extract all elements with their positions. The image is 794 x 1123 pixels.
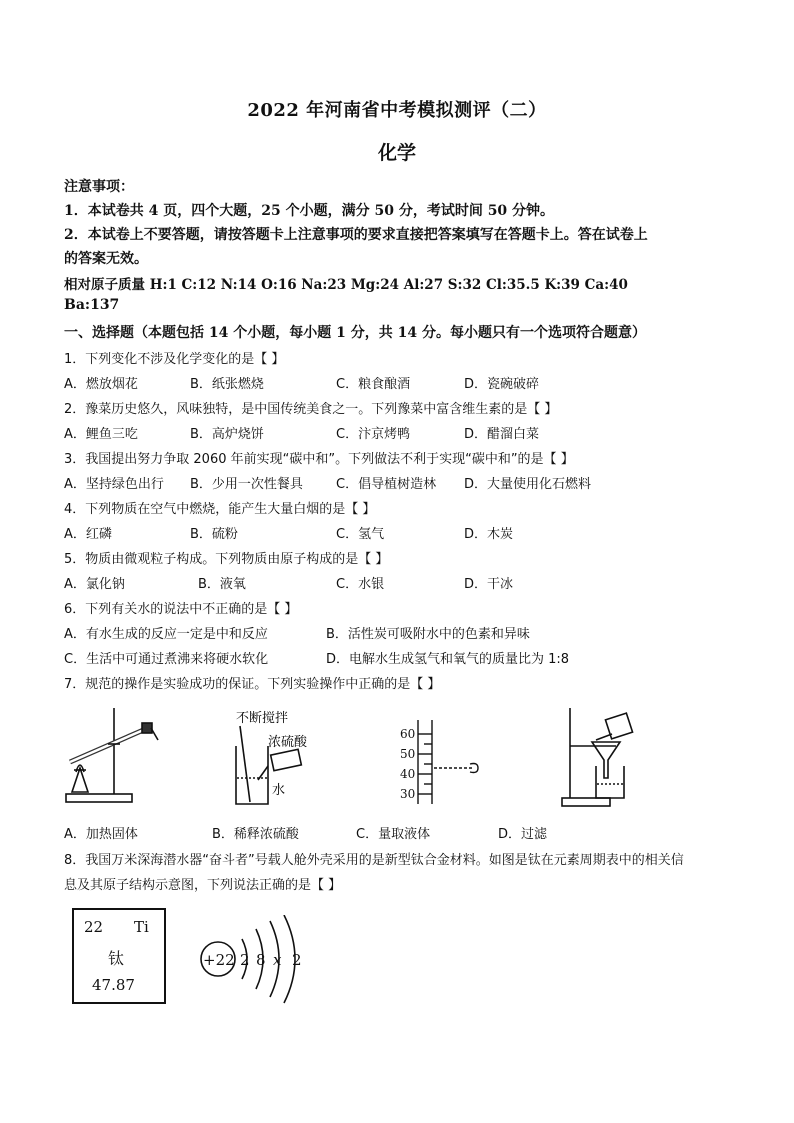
- question-options: [64, 648, 744, 666]
- atomic-number: 22: [84, 918, 104, 936]
- nucleus-charge: +22: [203, 951, 235, 969]
- option-d: D．干冰: [464, 577, 514, 592]
- option-c: C．量取液体: [356, 827, 431, 842]
- question-options: [64, 423, 744, 441]
- water-label: 水: [272, 783, 286, 798]
- option-c: C．水银: [336, 577, 385, 592]
- atomic-mass-line-cont: Ba:137: [64, 297, 120, 313]
- option-c: C．氢气: [336, 527, 385, 542]
- shell-electrons: 2: [292, 951, 302, 969]
- tick-label: 40: [400, 767, 416, 781]
- question-stem: 2．豫菜历史悠久，风味独特，是中国传统美食之一。下列豫菜中富含维生素的是【 】: [64, 402, 558, 417]
- tick-label: 30: [400, 787, 416, 801]
- atomic-mass: 47.87: [92, 976, 135, 994]
- tick-label: 60: [400, 727, 416, 741]
- question-stem: 6．下列有关水的说法中不正确的是【 】: [64, 602, 298, 617]
- shell-electrons: x: [273, 951, 282, 969]
- acid-label: 浓硫酸: [268, 735, 308, 750]
- question-stem: 3．我国提出努力争取 2060 年前实现“碳中和”。下列做法不利于实现“碳中和”的是【 】: [64, 452, 574, 467]
- section-heading: 一、选择题（本题包括 14 个小题，每小题 1 分，共 14 分。每小题只有一个选项符合题意）: [64, 325, 646, 341]
- question-stem: 7．规范的操作是实验成功的保证。下列实验操作中正确的是【 】: [64, 677, 441, 692]
- question-stem: 8．我国万米深海潜水器“奋斗者”号载人舱外壳采用的是新型钛合金材料。如图是钛在元素周期表中的相关信: [64, 853, 684, 868]
- question-options: [64, 823, 744, 841]
- option-b: B．稀释浓硫酸: [212, 827, 299, 842]
- option-d: D．木炭: [464, 527, 514, 542]
- element-name: 钛: [108, 949, 125, 968]
- option-d: D．电解水生成氢气和氧气的质量比为 1:8: [326, 652, 570, 667]
- option-a: A．氯化钠: [64, 577, 125, 592]
- stir-label: 不断搅拌: [236, 711, 289, 726]
- option-b: B．活性炭可吸附水中的色素和异味: [326, 627, 530, 642]
- option-a: A．坚持绿色出行: [64, 477, 164, 492]
- option-a: A．有水生成的反应一定是中和反应: [64, 627, 268, 642]
- option-a: A．鲤鱼三吃: [64, 427, 138, 442]
- question-stem: 5．物质由微观粒子构成。下列物质由原子构成的是【 】: [64, 552, 389, 567]
- option-a: A．红磷: [64, 527, 112, 542]
- option-b: B．液氧: [198, 577, 246, 592]
- question-options: [64, 523, 744, 541]
- option-d: D．瓷碗破碎: [464, 377, 540, 392]
- option-a: A．加热固体: [64, 827, 138, 842]
- atom-structure-diagram: [196, 915, 316, 1005]
- cylinder-figure: [398, 720, 498, 810]
- element-card: [72, 908, 166, 1004]
- option-b: B．纸张燃烧: [190, 377, 264, 392]
- option-c: C．汴京烤鸭: [336, 427, 411, 442]
- shell-electrons: 8: [256, 951, 266, 969]
- option-b: B．高炉烧饼: [190, 427, 264, 442]
- exam-title: 2022 年河南省中考模拟测评（二）: [247, 100, 547, 121]
- option-c: C．倡导植树造林: [336, 477, 437, 492]
- question-options: [64, 473, 744, 491]
- filtration-figure: [560, 706, 650, 810]
- dilute-acid-figure: [228, 706, 338, 810]
- option-c: C．生活中可通过煮沸来将硬水软化: [64, 652, 269, 667]
- option-a: A．燃放烟花: [64, 377, 138, 392]
- option-b: B．少用一次性餐具: [190, 477, 303, 492]
- notice-item-2-cont: 的答案无效。: [64, 251, 148, 267]
- option-d: D．醋溜白菜: [464, 427, 540, 442]
- option-c: C．粮食酿酒: [336, 377, 411, 392]
- notice-heading: 注意事项：: [64, 179, 134, 195]
- option-d: D．过滤: [498, 827, 548, 842]
- question-stem-cont: 息及其原子结构示意图，下列说法正确的是【 】: [64, 878, 342, 893]
- question-stem: 1．下列变化不涉及化学变化的是【 】: [64, 352, 285, 367]
- question-options: [64, 623, 744, 641]
- element-symbol: Ti: [134, 918, 149, 936]
- option-b: B．硫粉: [190, 527, 238, 542]
- heating-solid-figure: [62, 706, 172, 810]
- question-stem: 4．下列物质在空气中燃烧，能产生大量白烟的是【 】: [64, 502, 376, 517]
- option-d: D．大量使用化石燃料: [464, 477, 592, 492]
- question-options: [64, 373, 744, 391]
- notice-item-1: 1．本试卷共 4 页，四个大题，25 个小题，满分 50 分，考试时间 50 分钟。: [64, 203, 555, 219]
- shell-electrons: 2: [240, 951, 250, 969]
- question-options: [64, 573, 744, 591]
- notice-item-2: 2．本试卷上不要答题，请按答题卡上注意事项的要求直接把答案填写在答题卡上。答在试卷上: [64, 227, 648, 243]
- atomic-mass-line: 相对原子质量 H:1 C:12 N:14 O:16 Na:23 Mg:24 Al:27 S:32 Cl:35.5 K:39 Ca:40: [64, 277, 628, 293]
- subject-title: 化学: [377, 142, 416, 164]
- tick-label: 50: [400, 747, 416, 761]
